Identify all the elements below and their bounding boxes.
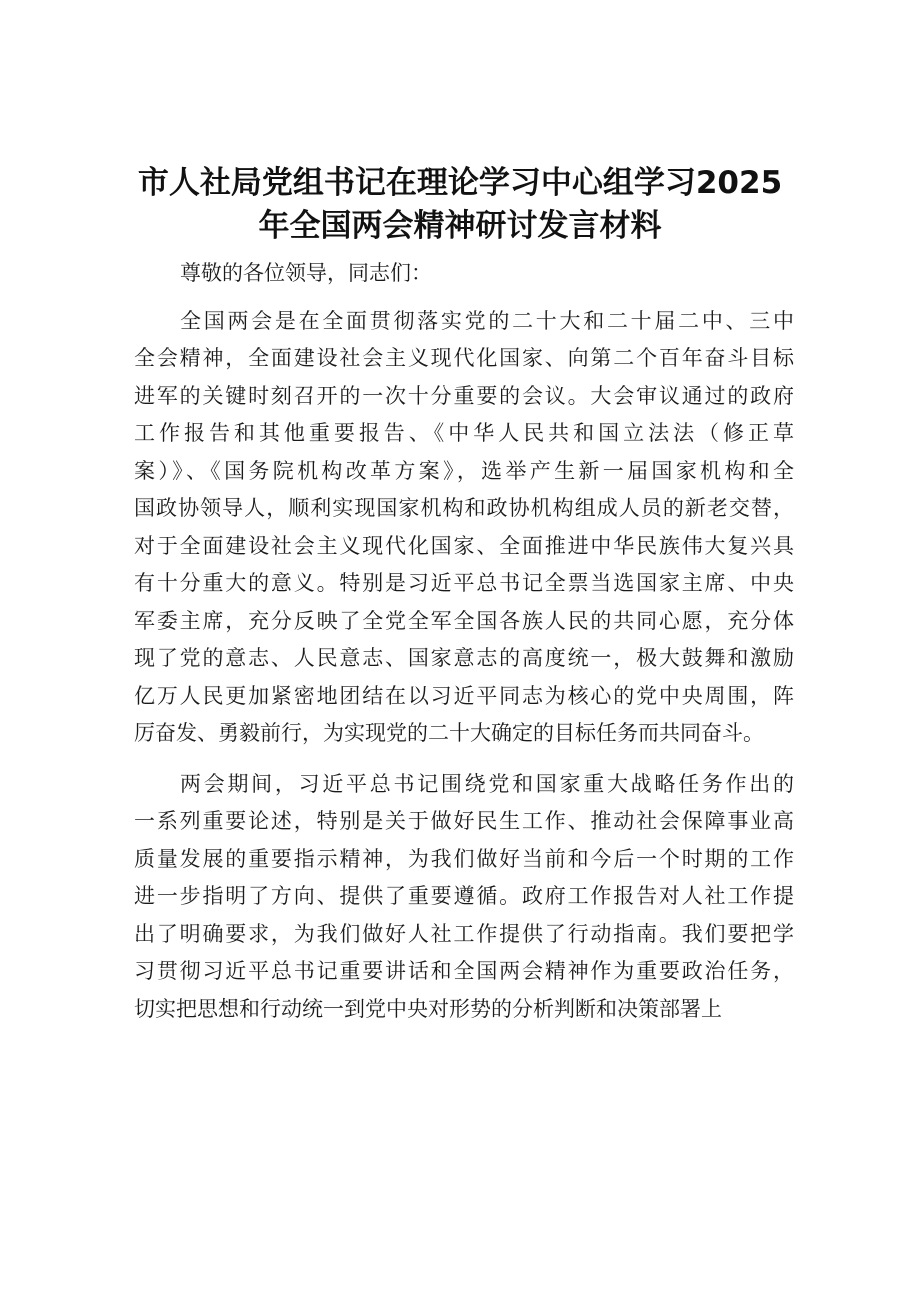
salutation: 尊敬的各位领导，同志们： [180, 261, 432, 285]
paragraph-line: 进军的关键时刻召开的一次十分重要的会议。大会审议通过的政府 [134, 383, 794, 408]
paragraph-line: 现了党的意志、人民意志、国家意志的高度统一，极大鼓舞和激励 [134, 646, 794, 670]
title-line-2: 年全国两会精神研讨发言材料 [258, 208, 662, 244]
paragraph-line: 国政协领导人，顺利实现国家机构和政协机构组成人员的新老交替， [134, 496, 794, 520]
paragraph-line: 两会期间，习近平总书记围绕党和国家重大战略任务作出的 [180, 771, 794, 796]
title-line-1: 市人社局党组书记在理论学习中心组学习2025 [137, 165, 783, 201]
paragraph-line: 进一步指明了方向、提供了重要遵循。政府工作报告对人社工作提 [134, 884, 794, 908]
paragraph-line: 厉奋发、勇毅前行，为实现党的二十大确定的目标任务而共同奋斗。 [134, 721, 764, 745]
paragraph-line: 全会精神，全面建设社会主义现代化国家、向第二个百年奋斗目标 [134, 346, 794, 370]
paragraph-line: 切实把思想和行动统一到党中央对形势的分析判断和决策部署上 [134, 996, 722, 1021]
paragraph-line: 军委主席，充分反映了全党全军全国各族人民的共同心愿，充分体 [134, 608, 794, 633]
paragraph-2 [134, 766, 794, 1029]
paragraph-line: 出了明确要求，为我们做好人社工作提供了行动指南。我们要把学 [134, 921, 794, 946]
paragraph-line: 全国两会是在全面贯彻落实党的二十大和二十届二中、三中 [180, 308, 794, 333]
paragraph-line: 有十分重大的意义。特别是习近平总书记全票当选国家主席、中央 [134, 571, 794, 595]
paragraph-line: 质量发展的重要指示精神，为我们做好当前和今后一个时期的工作 [134, 846, 794, 871]
paragraph-line: 一系列重要论述，特别是关于做好民生工作、推动社会保障事业高 [134, 809, 794, 833]
paragraph-line: 对于全面建设社会主义现代化国家、全面推进中华民族伟大复兴具 [134, 533, 794, 558]
paragraph-line: 习贯彻习近平总书记重要讲话和全国两会精神作为重要政治任务， [134, 959, 794, 983]
paragraph-line: 案）》、《国务院机构改革方案》，选举产生新一届国家机构和全 [134, 458, 794, 483]
paragraph-1 [134, 303, 794, 753]
paragraph-line: 亿万人民更加紧密地团结在以习近平同志为核心的党中央周围，阵 [134, 683, 794, 708]
paragraph-line: 工作报告和其他重要报告、《中华人民共和国立法法（修正草 [134, 421, 794, 445]
document-title [120, 162, 800, 248]
document-body [134, 255, 794, 1041]
